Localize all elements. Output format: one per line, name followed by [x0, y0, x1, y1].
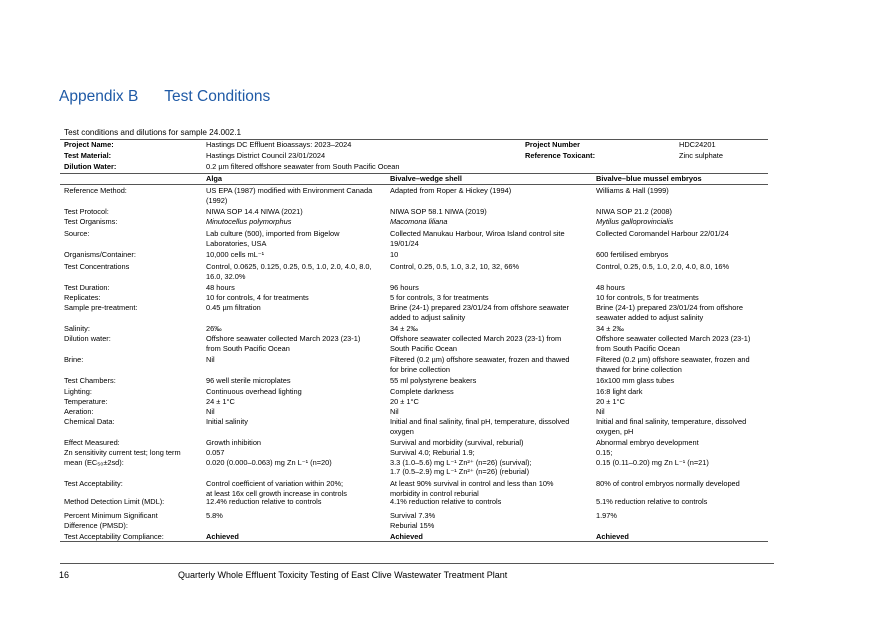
cell-param: Organisms/Container:	[64, 250, 136, 259]
cell-param: Test Acceptability Compliance:	[64, 532, 164, 541]
cell-alga: Initial salinity	[206, 417, 248, 426]
cell-alga: 26‰	[206, 324, 222, 333]
cell-alga: Lab culture (500), imported from Bigelow	[206, 229, 340, 238]
appendix-title: Test Conditions	[164, 88, 271, 105]
cell-wedge: 10	[390, 250, 399, 259]
cell-wedge: 5 for controls, 3 for treatments	[390, 293, 489, 302]
dilution-water-label: Dilution Water:	[64, 162, 117, 171]
cell-wedge: Complete darkness	[390, 387, 454, 396]
cell-param: Percent Minimum Significant	[64, 511, 158, 520]
cell-mussel: 1.97%	[596, 511, 617, 520]
cell-mussel: 600 fertilised embryos	[596, 250, 669, 259]
cell-wedge: 96 hours	[390, 283, 419, 292]
cell-wedge: 55 ml polystyrene beakers	[390, 376, 477, 385]
cell-alga: Nil	[206, 355, 215, 364]
cell-mussel: Offshore seawater collected March 2023 (23-1)	[596, 334, 751, 343]
cell-alga: US EPA (1987) modified with Environment Canada	[206, 186, 373, 195]
cell-wedge: for brine collection	[390, 364, 450, 374]
cell-wedge: 20 ± 1°C	[390, 397, 419, 406]
cell-alga: Laboratories, USA	[206, 238, 267, 248]
cell-param: Dilution water:	[64, 334, 111, 343]
cell-alga: from South Pacific Ocean	[206, 343, 290, 353]
cell-wedge: Offshore seawater collected March 2023 (23-1) from	[390, 334, 562, 343]
footer-rule	[60, 563, 774, 564]
cell-alga: 10,000 cells mL⁻¹	[206, 250, 265, 259]
cell-wedge: Macomona liliana	[390, 217, 448, 226]
cell-wedge: Filtered (0.2 µm) offshore seawater, frozen and thawed	[390, 355, 570, 364]
cell-alga: 48 hours	[206, 283, 235, 292]
cell-wedge: Adapted from Roper & Hickey (1994)	[390, 186, 512, 195]
cell-alga: at least 16x cell growth increase in controls	[206, 488, 347, 498]
project-name-label: Project Name:	[64, 140, 114, 149]
cell-param: Test Acceptability:	[64, 479, 123, 488]
cell-alga: Growth inhibition	[206, 438, 262, 447]
cell-param: Test Duration:	[64, 283, 110, 292]
column-header-alga: Alga	[206, 174, 223, 183]
cell-mussel: 16:8 light dark	[596, 387, 643, 396]
cell-mussel: Williams & Hall (1999)	[596, 186, 669, 195]
cell-alga: Nil	[206, 407, 215, 416]
cell-alga: (1992)	[206, 195, 228, 205]
cell-param: Salinity:	[64, 324, 90, 333]
cell-param: Source:	[64, 229, 90, 238]
cell-alga: 0.45 µm filtration	[206, 303, 261, 312]
cell-alga: 0.057	[206, 448, 225, 457]
cell-alga: 96 well sterile microplates	[206, 376, 291, 385]
header-rule-bottom	[60, 184, 768, 185]
cell-alga: Minutocellus polymorphus	[206, 217, 292, 226]
cell-wedge: added to adjust salinity	[390, 312, 466, 322]
cell-param: Test Chambers:	[64, 376, 116, 385]
cell-wedge: 19/01/24	[390, 238, 419, 248]
appendix-heading	[59, 88, 270, 106]
cell-param: Temperature:	[64, 397, 108, 406]
cell-wedge: 4.1% reduction relative to controls	[390, 497, 502, 506]
cell-param: Sample pre-treatment:	[64, 303, 138, 312]
reference-toxicant-value: Zinc sulphate	[679, 151, 723, 160]
dilution-water-value: 0.2 µm filtered offshore seawater from South Pacific Ocean	[206, 162, 400, 171]
cell-param: Effect Measured:	[64, 438, 120, 447]
cell-mussel: Initial and final salinity, temperature, dissolved	[596, 417, 747, 426]
cell-alga: Control coefficient of variation within 20%;	[206, 479, 344, 488]
cell-wedge: 34 ± 2‰	[390, 324, 418, 333]
cell-mussel: Filtered (0.2 µm) offshore seawater, frozen and	[596, 355, 750, 364]
footer-title: Quarterly Whole Effluent Toxicity Testing of East Clive Wastewater Treatment Plant	[178, 570, 508, 580]
cell-param: Lighting:	[64, 387, 92, 396]
cell-wedge: Initial and final salinity, final pH, temperature, dissolved	[390, 417, 570, 426]
cell-alga: Continuous overhead lighting	[206, 387, 302, 396]
cell-param: Test Concentrations	[64, 262, 130, 271]
cell-mussel: Collected Coromandel Harbour 22/01/24	[596, 229, 729, 238]
reference-toxicant-label: Reference Toxicant:	[525, 151, 596, 160]
cell-param: Zn sensitivity current test; long term	[64, 448, 181, 457]
cell-mussel: Achieved	[596, 532, 629, 541]
cell-wedge: Collected Manukau Harbour, Wiroa Island control site	[390, 229, 565, 238]
cell-mussel: thawed for brine collection	[596, 364, 682, 374]
cell-wedge: Nil	[390, 407, 399, 416]
cell-alga: Achieved	[206, 532, 239, 541]
cell-wedge: 3.3 (1.0–5.6) mg L⁻¹ Zn²⁺ (n=26) (survival);	[390, 457, 532, 467]
cell-mussel: Mytilus galloprovincialis	[596, 217, 674, 226]
cell-wedge: Achieved	[390, 532, 423, 541]
cell-param: Reference Method:	[64, 186, 127, 195]
cell-wedge: South Pacific Ocean	[390, 343, 457, 353]
cell-alga: 5.8%	[206, 511, 223, 520]
cell-mussel: 16x100 mm glass tubes	[596, 376, 675, 385]
cell-wedge: oxygen	[390, 426, 414, 436]
cell-param: mean (EC₅₀±2sd):	[64, 457, 124, 467]
project-number-value: HDC24201	[679, 140, 716, 149]
table-caption: Test conditions and dilutions for sample 24.002.1	[64, 128, 242, 137]
project-name-value: Hastings DC Effluent Bioassays: 2023–2024	[206, 140, 352, 149]
cell-alga: Offshore seawater collected March 2023 (23-1)	[206, 334, 361, 343]
cell-wedge: At least 90% survival in control and less than 10%	[390, 479, 554, 488]
cell-param: Replicates:	[64, 293, 101, 302]
cell-param: Difference (PMSD):	[64, 520, 128, 530]
table-bottom-rule	[60, 541, 768, 542]
cell-alga: NIWA SOP 14.4 NIWA (2021)	[206, 207, 303, 216]
cell-mussel: Brine (24-1) prepared 23/01/24 from offshore	[596, 303, 743, 312]
cell-mussel: 20 ± 1°C	[596, 397, 625, 406]
cell-alga: 12.4% reduction relative to controls	[206, 497, 322, 506]
cell-wedge: 1.7 (0.5–2.9) mg L⁻¹ Zn²⁺ (n=26) (reburial)	[390, 467, 530, 477]
cell-mussel: 34 ± 2‰	[596, 324, 624, 333]
project-number-label: Project Number	[525, 140, 581, 149]
cell-mussel: 0.15 (0.11–0.20) mg Zn L⁻¹ (n=21)	[596, 457, 709, 467]
cell-param: Test Organisms:	[64, 217, 118, 226]
cell-param: Test Protocol:	[64, 207, 109, 216]
cell-param: Method Detection Limit (MDL):	[64, 497, 165, 506]
column-header-wedge-shell: Bivalve–wedge shell	[390, 174, 462, 183]
cell-mussel: 5.1% reduction relative to controls	[596, 497, 708, 506]
cell-mussel: 48 hours	[596, 283, 625, 292]
cell-wedge: Survival and morbidity (survival, reburial)	[390, 438, 524, 447]
cell-param: Chemical Data:	[64, 417, 115, 426]
table-top-rule	[60, 139, 768, 140]
cell-mussel: Abnormal embryo development	[596, 438, 699, 447]
test-material-label: Test Material:	[64, 151, 112, 160]
cell-mussel: NIWA SOP 21.2 (2008)	[596, 207, 672, 216]
appendix-label: Appendix B	[59, 88, 139, 105]
cell-alga: 24 ± 1°C	[206, 397, 235, 406]
cell-mussel: Nil	[596, 407, 605, 416]
cell-alga: Control, 0.0625, 0.125, 0.25, 0.5, 1.0, 2.0, 4.0, 8.0,	[206, 262, 372, 271]
cell-wedge: Survival 4.0; Reburial 1.9;	[390, 448, 475, 457]
cell-param: Aeration:	[64, 407, 94, 416]
cell-alga: 10 for controls, 4 for treatments	[206, 293, 309, 302]
cell-mussel: Control, 0.25, 0.5, 1.0, 2.0, 4.0, 8.0, 16%	[596, 262, 730, 271]
cell-mussel: from South Pacific Ocean	[596, 343, 680, 353]
column-header-blue-mussel: Bivalve–blue mussel embryos	[596, 174, 702, 183]
cell-wedge: Brine (24-1) prepared 23/01/24 from offshore seawater	[390, 303, 569, 312]
cell-wedge: Reburial 15%	[390, 520, 435, 530]
test-material-value: Hastings District Council 23/01/2024	[206, 151, 326, 160]
cell-mussel: 80% of control embryos normally developed	[596, 479, 740, 488]
cell-wedge: Survival 7.3%	[390, 511, 436, 520]
cell-mussel: oxygen, pH	[596, 426, 634, 436]
page-number: 16	[59, 570, 70, 580]
cell-param: Brine:	[64, 355, 84, 364]
cell-mussel: 10 for controls, 5 for treatments	[596, 293, 699, 302]
cell-alga: 0.020 (0.000–0.063) mg Zn L⁻¹ (n=20)	[206, 457, 332, 467]
cell-mussel: seawater added to adjust salinity	[596, 312, 704, 322]
cell-wedge: morbidity in control reburial	[390, 488, 479, 498]
cell-wedge: NIWA SOP 58.1 NIWA (2019)	[390, 207, 487, 216]
cell-alga: 16.0, 32.0%	[206, 271, 246, 281]
cell-wedge: Control, 0.25, 0.5, 1.0, 3.2, 10, 32, 66%	[390, 262, 520, 271]
cell-mussel: 0.15;	[596, 448, 613, 457]
